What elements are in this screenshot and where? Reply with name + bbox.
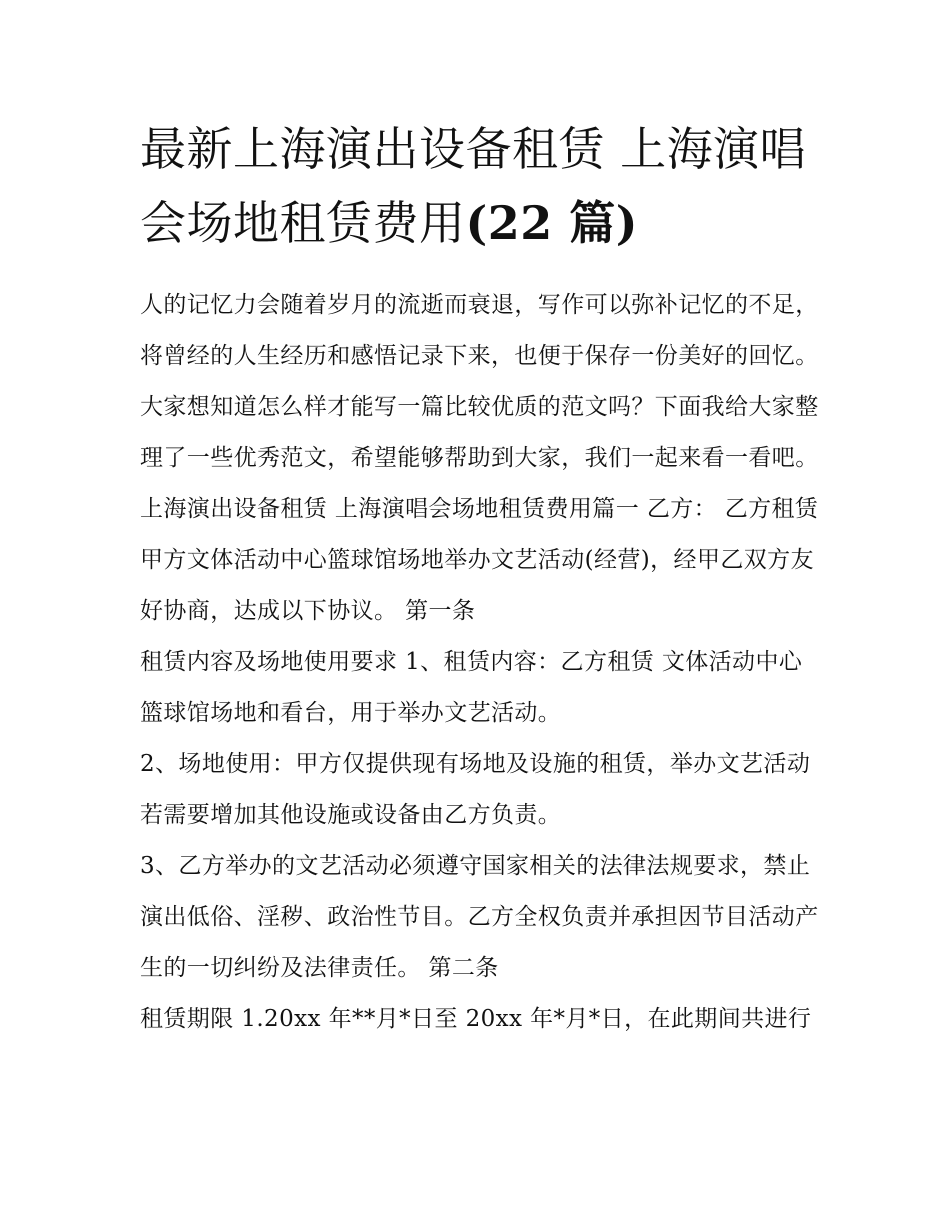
document-body — [140, 280, 820, 1045]
paragraph-legal: 3、乙方举办的文艺活动必须遵守国家相关的法律法规要求，禁止演出低俗、淫秽、政治性节目。乙方全权负责并承担因节目活动产生的一切纠纷及法律责任。 第二条 — [140, 853, 819, 981]
document-page — [140, 112, 820, 1045]
paragraph-venue-use: 2、场地使用：甲方仅提供现有场地及设施的租赁，举办文艺活动若需要增加其他设施或设备由乙方负责。 — [140, 751, 811, 828]
title-count: (22 篇) — [465, 196, 639, 250]
paragraph-agreement: 上海演出设备租赁 上海演唱会场地租赁费用篇一 乙方： 乙方租赁甲方文体活动中心篮球馆场地举办文艺活动(经营)，经甲乙双方友好协商，达成以下协议。 第一条 — [140, 496, 819, 624]
title-text: 最新上海演出设备租赁 上海演唱会场地租赁费用 — [140, 122, 807, 250]
paragraph-lease-content: 租赁内容及场地使用要求 1、租赁内容：乙方租赁 文体活动中心篮球馆场地和看台，用于举办文艺活动。 — [140, 649, 803, 726]
paragraph-intro: 人的记忆力会随着岁月的流逝而衰退，写作可以弥补记忆的不足，将曾经的人生经历和感悟记录下来，也便于保存一份美好的回忆。大家想知道怎么样才能写一篇比较优质的范文吗？下面我给大家整理了一些优秀范文，希望能够帮助到大家，我们一起来看一看吧。 — [140, 292, 819, 471]
paragraph-lease-term: 租赁期限 1.20xx 年**月*日至 20xx 年*月*日，在此期间共进行 — [140, 1006, 812, 1032]
document-title — [140, 112, 820, 260]
